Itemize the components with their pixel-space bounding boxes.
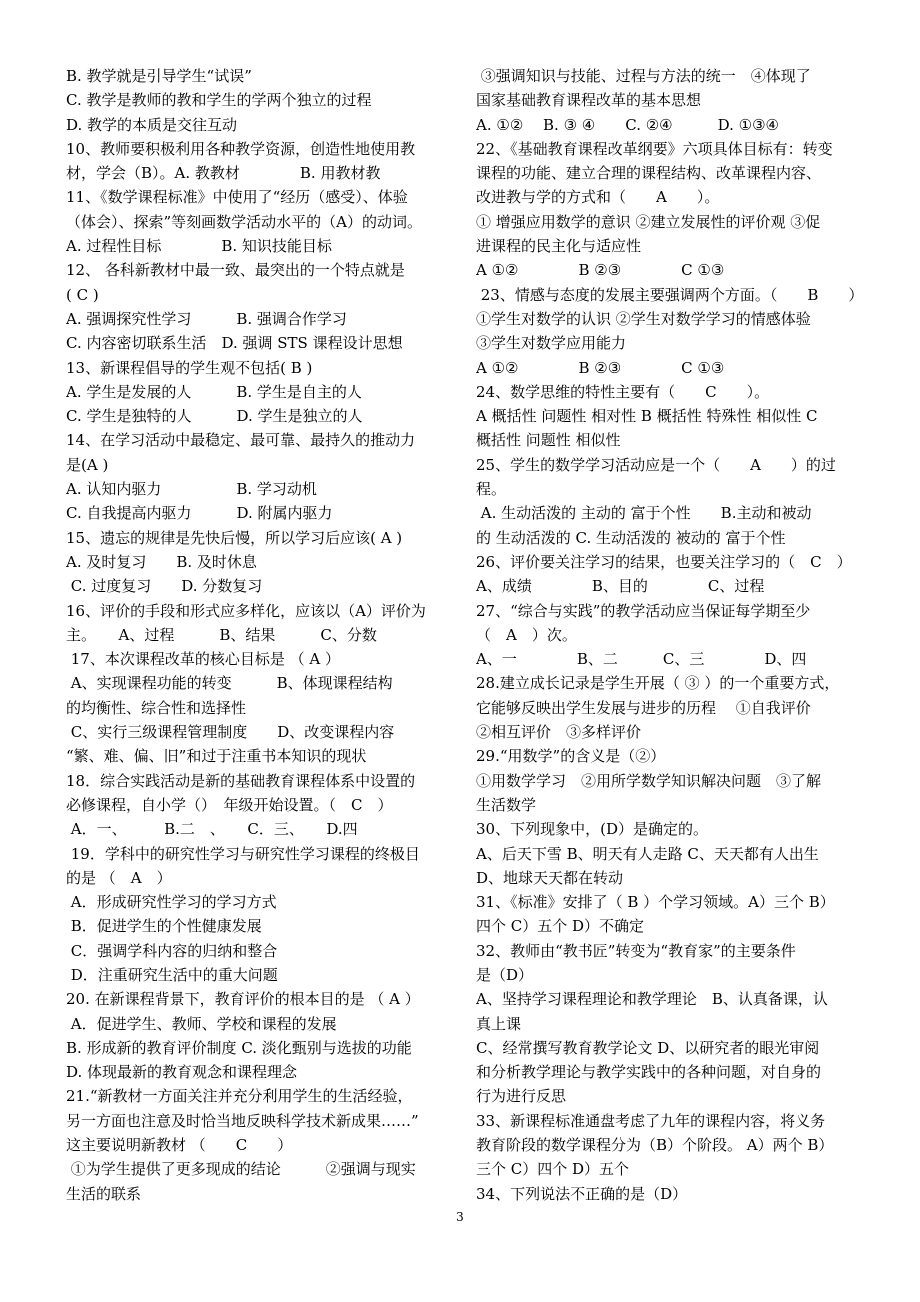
right-column-text-line: 33、新课程标准通盘考虑了九年的课程内容，将义务 [476,1111,826,1130]
left-column-text-line: D．注重研究生活中的重大问题 [66,965,278,984]
right-column-text-line: 和分析教学理论与教学实践中的各种问题，对自身的 [476,1063,822,1082]
left-column-text-line: C. 教学是教师的教和学生的学两个独立的过程 [66,91,372,110]
right-column [476,64,866,1206]
right-column-text-line: 国家基础教育课程改革的基本思想 [476,91,702,110]
left-column-text-line: 19．学科中的研究性学习与研究性学习课程的终极目 [66,844,420,863]
left-column-text-line: 13、新课程倡导的学生观不包括( B ) [66,358,313,377]
left-column-text-line: A．一、 B.二 、 C．三、 D.四 [66,820,358,839]
left-column-text-line: A、实现课程功能的转变 B、体现课程结构 [66,674,393,693]
right-column-text-line: 教育阶段的数学课程分为（B）个阶段。 A）两个 B） [476,1136,834,1155]
right-column-text-line: C、经常撰写教育教学论文 D、以研究者的眼光审阅 [476,1038,820,1057]
left-column-text-line: A．形成研究性学习的学习方式 [66,893,277,912]
left-column-text-line: （体会）、探索”等刻画数学活动水平的（A）的动词。 [66,212,423,231]
left-column-text-line: 16、评价的手段和形式应多样化，应该以（A）评价为 [66,601,426,620]
left-column-text-line: 主。 A、过程 B、结果 C、分数 [66,625,377,644]
right-column-text-line: 29.“用数学”的含义是（②） [476,747,666,766]
right-column-text-line: （ A ）次。 [476,625,577,644]
right-column-text-line: 27、“综合与实践”的教学活动应当保证每学期至少 [476,601,811,620]
right-column-text-line: 24、数学思维的特性主要有（ C ）。 [476,382,770,401]
left-column-text-line: A. 及时复习 B. 及时休息 [66,552,257,571]
left-column-text-line: C. 学生是独特的人 D. 学生是独立的人 [66,407,363,426]
left-column-text-line: 这主要说明新教材 （ C ） [66,1136,293,1155]
right-column-text-line: 它能够反映出学生发展与进步的历程 ①自我评价 [476,698,811,717]
right-column-text-line: A. ①② B. ③ ④ C. ②④ D. ①③④ [476,115,779,134]
left-column-text-line: 11、《数学课程标准》中使用了“经历（感受）、体验 [66,188,408,207]
right-column-text-line: 30、下列现象中，(D）是确定的。 [476,820,708,839]
right-column-text-line: 生活数学 [476,795,537,814]
left-column-text-line: D. 体现最新的教育观念和课程理念 [66,1063,298,1082]
right-column-text-line: A、成绩 B、目的 C、过程 [476,577,765,596]
left-column [66,64,453,1206]
right-column-text-line: ① 增强应用数学的意识 ②建立发展性的评价观 ③促 [476,212,821,231]
left-column-text-line: A．促进学生、教师、学校和课程的发展 [66,1014,337,1033]
left-column-text-line: 是(A ) [66,455,109,474]
right-column-text-line: D、地球天天都在转动 [476,868,624,887]
left-column-text-line: A. 学生是发展的人 B. 学生是自主的人 [66,382,362,401]
left-column-text-line: 12、 各科新教材中最一致、最突出的一个特点就是 [66,261,405,280]
right-column-text-line: A、一 B、二 C、三 D、四 [476,650,807,669]
left-column-text-line: ①为学生提供了更多现成的结论 ②强调与现实 [66,1160,416,1179]
right-column-text-line: 程。 [476,480,507,499]
right-column-text-line: A、后天下雪 B、明天有人走路 C、天天都有人出生 [476,844,819,863]
left-column-text-line: C. 内容密切联系生活 D. 强调 STS 课程设计思想 [66,334,403,353]
left-column-text-line: ( C ) [66,285,99,304]
left-column-text-line: A. 强调探究性学习 B. 强调合作学习 [66,309,347,328]
right-column-text-line: 是（D） [476,965,534,984]
left-column-text-line: B. 教学就是引导学生“试误” [66,67,252,85]
left-column-text-line: A. 认知内驱力 B. 学习动机 [66,480,317,499]
right-column-text-line: A 概括性 问题性 相对性 B 概括性 特殊性 相似性 C [476,407,818,426]
left-column-text-line: 材，学会（B）。A. 教教材 B. 用教材教 [66,164,381,183]
right-column-text-line: ③强调知识与技能、过程与方法的统一 ④体现了 [476,67,811,85]
right-column-text-line: 28.建立成长记录是学生开展（ ③ ）的一个重要方式， [476,674,840,693]
right-column-text-line: 三个 C）四个 D）五个 [476,1160,630,1179]
left-column-text-line: C. 过度复习 D. 分数复习 [66,577,263,596]
left-column-text-line: 的均衡性、综合性和选择性 [66,698,247,717]
left-column-text-line: C．强调学科内容的归纳和整合 [66,941,278,960]
right-column-text-line: A. 生动活泼的 主动的 富于个性 B.主动和被动 [476,504,812,523]
page-number: 3 [456,1210,464,1224]
left-column-text-line: 18．综合实践活动是新的基础教育课程体系中设置的 [66,771,416,790]
right-column-text-line: A、坚持学习课程理论和教学理论 B、认真备课，认 [476,990,828,1009]
left-column-text-line: B．促进学生的个性健康发展 [66,917,262,936]
left-column-text-line: 10、教师要积极利用各种教学资源，创造性地使用教 [66,139,416,158]
right-column-text-line: A ①② B ②③ C ①③ [476,358,725,377]
right-column-text-line: 改进教与学的方式和（ A ）。 [476,188,720,207]
left-column-text-line: 15、遗忘的规律是先快后慢，所以学习后应该( A ) [66,528,403,547]
right-column-text-line: ①学生对数学的认识 ②学生对数学学习的情感体验 [476,309,811,328]
right-column-text-line: 31、《标准》安排了（ B ）个学习领域。A）三个 B） [476,893,835,912]
left-column-text-line: C. 自我提高内驱力 D. 附属内驱力 [66,504,333,523]
left-column-text-line: 生活的联系 [66,1184,142,1203]
left-column-text-line: 14、在学习活动中最稳定、最可靠、最持久的推动力 [66,431,416,450]
right-column-text-line: ①用数学学习 ②用所学数学知识解决问题 ③了解 [476,771,822,790]
right-column-text-line: 26、评价要关注学习的结果，也要关注学习的（ C ） [476,552,852,571]
right-column-text-line: 23、情感与态度的发展主要强调两个方面。（ B ） [476,285,864,304]
left-column-text-line: C、实行三级课程管理制度 D、改变课程内容 [66,723,395,742]
left-column-text-line: 21.“新教材一方面关注并充分利用学生的生活经验， [66,1087,413,1106]
right-column-text-line: 行为进行反思 [476,1087,567,1106]
left-column-text-line: 17、本次课程改革的核心目标是 （ A ） [66,650,340,669]
right-column-text-line: 25、学生的数学学习活动应是一个（ A ）的过 [476,455,836,474]
right-column-text-line: 概括性 问题性 相似性 [476,431,621,450]
right-column-text-line: 34、下列说法不正确的是（D） [476,1184,688,1203]
left-column-text-line: B. 形成新的教育评价制度 C. 淡化甄别与选拔的功能 [66,1038,412,1057]
right-column-text-line: A ①② B ②③ C ①③ [476,261,725,280]
right-column-text-line: 32、教师由“教书匠”转变为“教育家”的主要条件 [476,941,796,960]
right-column-text-line: ②相互评价 ③多样评价 [476,723,642,742]
right-column-text-line: 真上课 [476,1014,522,1033]
left-column-text-line: D. 教学的本质是交往互动 [66,115,238,134]
right-column-text-line: 22、《基础教育课程改革纲要》六项具体目标有：转变 [476,139,833,158]
right-column-text-line: 四个 C）五个 D）不确定 [476,917,645,936]
right-column-text-line: ③学生对数学应用能力 [476,334,627,353]
left-column-text-line: 20. 在新课程背景下，教育评价的根本目的是 （ A ） [66,990,420,1009]
right-column-text-line: 进课程的民主化与适应性 [476,237,642,256]
left-column-text-line: 另一方面也注意及时恰当地反映科学技术新成果……” [66,1111,419,1130]
left-column-text-line: 必修课程，自小学（） 年级开始设置。（ C ） [66,795,393,814]
left-column-text-line: 的是 （ A ） [66,868,172,887]
left-column-text-line: “繁、难、偏、旧”和过于注重书本知识的现状 [66,747,367,766]
right-column-text-line: 的 生动活泼的 C. 生动活泼的 被动的 富于个性 [476,528,786,547]
left-column-text-line: A. 过程性目标 B. 知识技能目标 [66,237,332,256]
right-column-text-line: 课程的功能、建立合理的课程结构、改革课程内容、 [476,164,822,183]
